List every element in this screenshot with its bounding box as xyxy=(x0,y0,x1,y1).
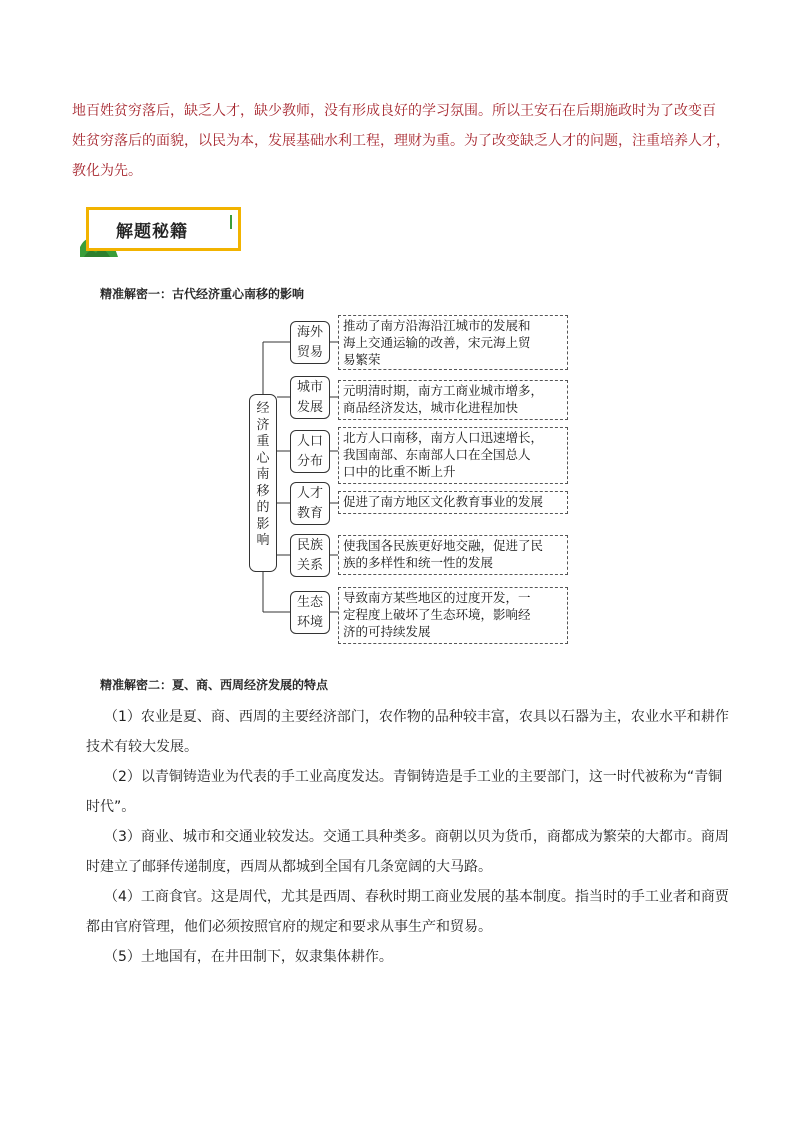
category-urban-development: 城市 发展 xyxy=(290,376,330,419)
intro-line: 地百姓贫穷落后，缺乏人才，缺少教师，没有形成良好的学习氛围。所以王安石在后期施政时为了改变百 xyxy=(72,103,716,119)
impact-description: 元明清时期，南方工商业城市增多， 商品经济发达，城市化进程加快 xyxy=(338,380,568,420)
list-item: （5）土地国有，在井田制下，奴隶集体耕作。 xyxy=(104,949,393,965)
list-item: （3）商业、城市和交通业较发达。交通工具种类多。商朝以贝为货币，商都成为繁荣的大都市。商周 时建立了邮驿传递制度，西周从都城到全国有几条宽阔的大马路。 xyxy=(86,829,729,875)
list-item: （2）以青铜铸造业为代表的手工业高度发达。青铜铸造是手工业的主要部门，这一时代被称为“青铜 时代”。 xyxy=(86,769,723,815)
category-ethnic-relations: 民族 关系 xyxy=(290,534,330,577)
badge-label: 解题秘籍 xyxy=(116,222,188,242)
badge-accent-mark xyxy=(230,215,232,229)
feature-list xyxy=(86,702,740,972)
section-badge xyxy=(80,207,246,259)
diagram-root-label: 经 济 重 心 南 移 的 影 响 xyxy=(256,401,270,548)
impact-description: 促进了南方地区文化教育事业的发展 xyxy=(338,491,568,514)
category-population: 人口 分布 xyxy=(290,430,330,473)
category-ecology: 生态 环境 xyxy=(290,591,330,634)
intro-line: 姓贫穷落后的面貌，以民为本，发展基础水利工程，理财为重。为了改变缺乏人才的问题，注重培养人才， xyxy=(72,133,730,149)
list-item: （4）工商食官。这是周代，尤其是西周、春秋时期工商业发展的基本制度。指当时的手工业者和商贾 都由官府管理，他们必须按照官府的规定和要求从事生产和贸易。 xyxy=(86,889,729,935)
section1-title: 精准解密一：古代经济重心南移的影响 xyxy=(100,287,305,301)
section2-title: 精准解密二：夏、商、西周经济发展的特点 xyxy=(100,678,329,692)
impact-description: 推动了南方沿海沿江城市的发展和 海上交通运输的改善，宋元海上贸 易繁荣 xyxy=(338,315,568,370)
impact-description: 使我国各民族更好地交融，促进了民 族的多样性和统一性的发展 xyxy=(338,535,568,575)
category-education: 人才 教育 xyxy=(290,482,330,525)
intro-paragraph xyxy=(72,96,732,186)
category-overseas-trade: 海外 贸易 xyxy=(290,321,330,364)
impact-description: 北方人口南移，南方人口迅速增长， 我国南部、东南部人口在全国总人 口中的比重不断上升 xyxy=(338,427,568,484)
diagram-root xyxy=(249,394,277,572)
list-item: （1）农业是夏、商、西周的主要经济部门，农作物的品种较丰富，农具以石器为主，农业水平和耕作 技术有较大发展。 xyxy=(86,709,729,755)
impact-description: 导致南方某些地区的过度开发，一 定程度上破坏了生态环境，影响经 济的可持续发展 xyxy=(338,587,568,644)
intro-line: 教化为先。 xyxy=(72,163,142,179)
